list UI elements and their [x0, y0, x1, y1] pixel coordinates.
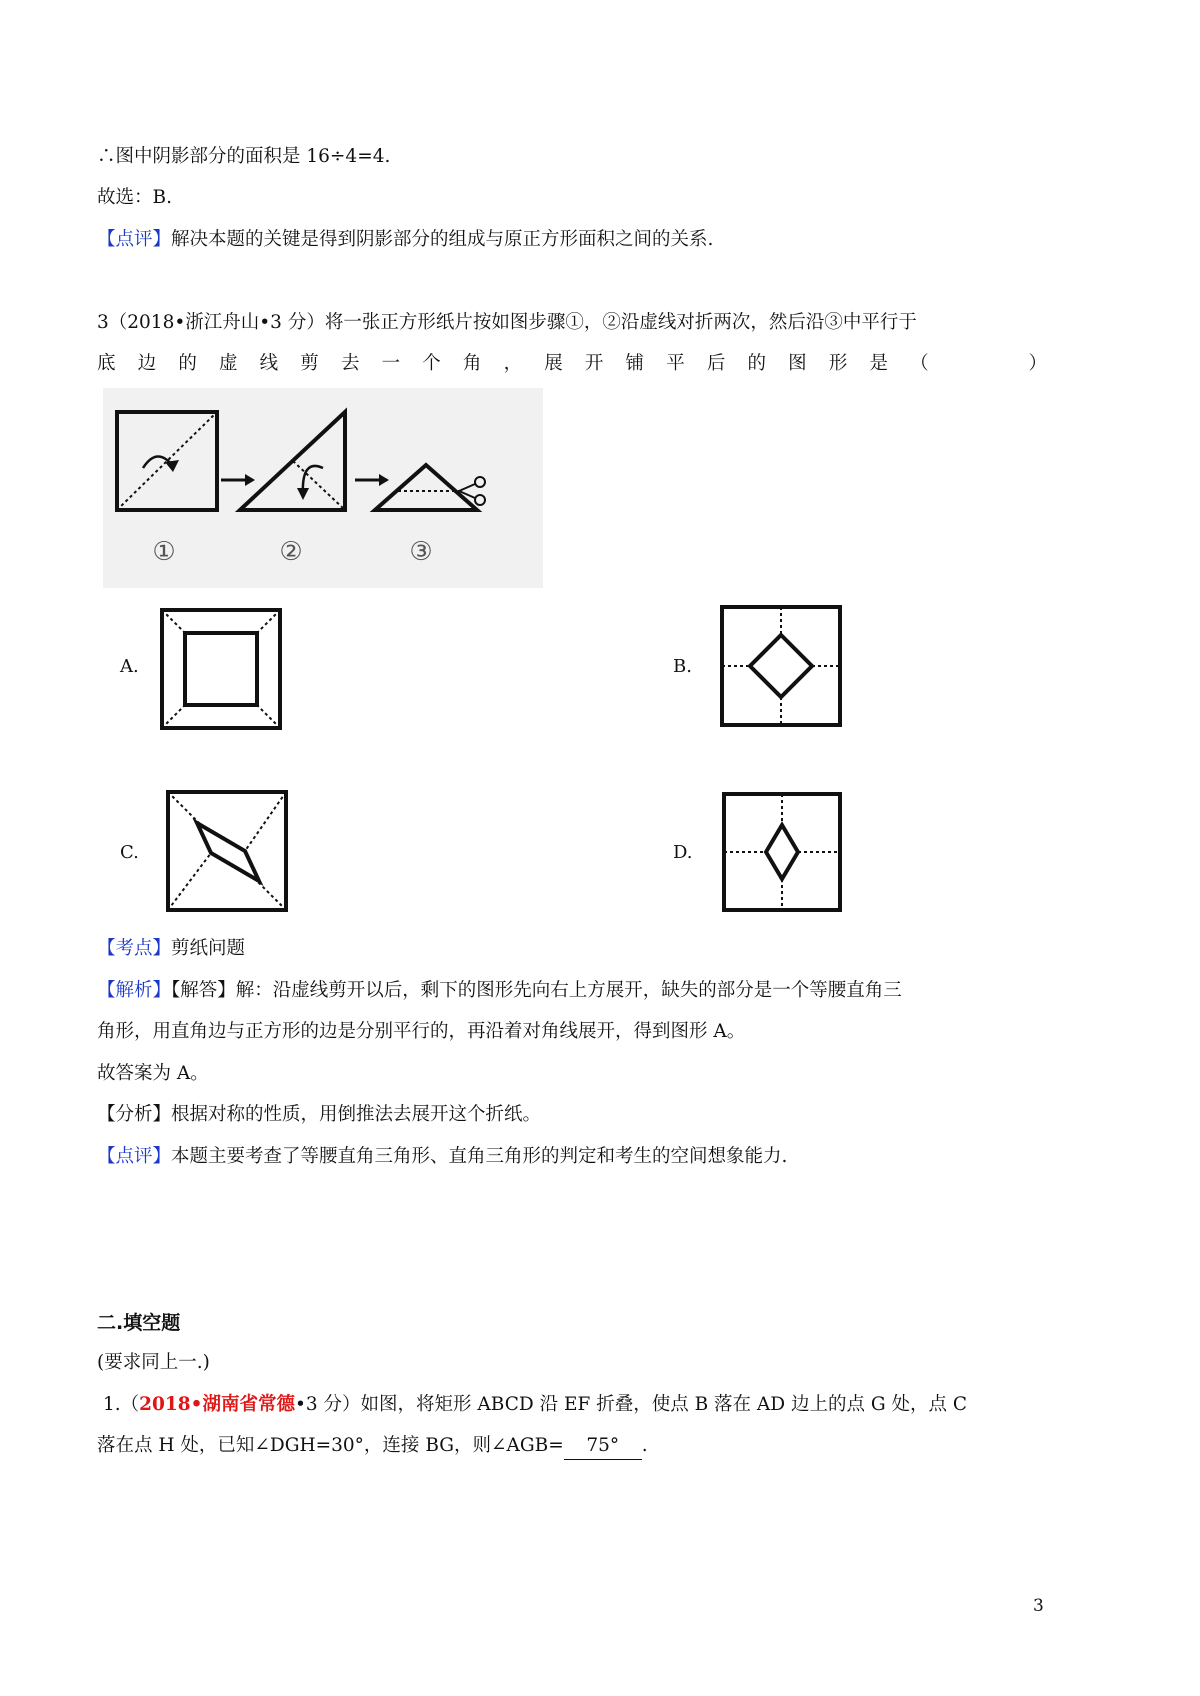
option-b-label: B.	[673, 656, 692, 677]
jiexi-tag: 【解析】	[97, 980, 172, 1001]
section-title: 二.填空题	[97, 1312, 181, 1334]
step-label-3: ③	[409, 537, 433, 567]
kaodian-tag: 【考点】	[97, 938, 172, 959]
q3-review-tag: 【点评】	[97, 1146, 172, 1167]
option-c-label: C.	[120, 842, 139, 863]
fill-q1-text: •3 分）如图，将矩形 ABCD 沿 EF 折叠，使点 B 落在 AD 边上的点 G 处，点 C	[294, 1394, 968, 1415]
q3-line2-char: 角	[462, 353, 482, 374]
q3-line2	[97, 351, 1047, 377]
answer-line: 故答案为 A。	[97, 1063, 209, 1084]
fill-q1-answer: 75°	[564, 1433, 642, 1460]
fill-q1-line1	[103, 1392, 967, 1418]
page-number: 3	[1033, 1596, 1044, 1616]
jiexi-line2: 角形，用直角边与正方形的边是分别平行的，再沿着对角线展开，得到图形 A。	[97, 1021, 746, 1042]
q3-line2-char: 开	[584, 353, 604, 374]
q3-line2-char: 图	[788, 353, 807, 374]
q3-line2-char: 一	[381, 353, 401, 374]
kaodian-line	[97, 936, 245, 962]
q3-line2-char: ）	[1028, 353, 1047, 374]
q3-line2-char: 去	[340, 353, 360, 374]
therefore-line: ∴图中阴影部分的面积是 16÷4=4.	[97, 146, 391, 167]
option-b-figure	[718, 603, 844, 729]
review-tag: 【点评】	[97, 229, 172, 250]
option-c-figure	[162, 786, 292, 916]
option-a-figure	[158, 606, 284, 732]
choice-line: 故选：B.	[97, 187, 172, 208]
option-a-label: A.	[120, 656, 139, 677]
q3-review-text: 本题主要考查了等腰直角三角形、直角三角形的判定和考生的空间想象能力.	[171, 1146, 788, 1167]
q3-line2-char: 边	[137, 353, 157, 374]
q3-line2-char: 展	[544, 353, 563, 374]
q3-line2-char: ，	[503, 353, 523, 374]
folding-steps-figure	[103, 388, 543, 588]
section-note: (要求同上一.)	[97, 1352, 210, 1373]
q3-line2-char: 形	[828, 353, 848, 374]
fill-q1-line2-text: 落在点 H 处，已知∠DGH=30°，连接 BG，则∠AGB=	[97, 1435, 564, 1456]
fill-q1-line2-suffix: .	[641, 1435, 648, 1456]
fill-q1-source: 2018•湖南省常德	[139, 1394, 295, 1415]
q3-line2-char: 个	[422, 353, 441, 374]
fenxi-line: 【分析】根据对称的性质，用倒推法去展开这个折纸。	[97, 1104, 542, 1125]
q3-line2-char: 铺	[625, 353, 645, 374]
jiexi-line1	[97, 978, 902, 1004]
q3-line2-char: 后	[706, 353, 726, 374]
review-line	[97, 227, 713, 253]
q3-line1: 3（2018•浙江舟山•3 分）将一张正方形纸片按如图步骤①，②沿虚线对折两次，然后沿③中平行于	[97, 312, 917, 333]
q3-line2-char	[951, 351, 1007, 377]
option-d-label: D.	[673, 842, 693, 863]
review-text: 解决本题的关键是得到阴影部分的组成与原正方形面积之间的关系.	[171, 229, 714, 250]
jiexi-text1: 【解答】解：沿虚线剪开以后，剩下的图形先向右上方展开，缺失的部分是一个等腰直角三	[171, 980, 902, 1001]
option-d-figure	[720, 790, 844, 914]
q3-line2-char: 剪	[300, 353, 319, 374]
fill-q1-prefix: 1.（	[103, 1394, 140, 1415]
step-label-1: ①	[152, 537, 176, 567]
q3-review-line	[97, 1144, 787, 1170]
q3-line2-char: 线	[259, 353, 279, 374]
q3-line2-char: （	[910, 353, 929, 374]
q3-line2-char: 底	[97, 353, 116, 374]
step-label-2: ②	[279, 537, 303, 567]
q3-line2-char: 的	[178, 353, 197, 374]
fill-q1-line2	[97, 1433, 648, 1460]
q3-line2-char: 平	[666, 353, 685, 374]
q3-line2-char: 的	[747, 353, 767, 374]
q3-line2-char: 虚	[218, 353, 238, 374]
q3-line2-char: 是	[869, 353, 888, 374]
kaodian-text: 剪纸问题	[171, 938, 246, 959]
